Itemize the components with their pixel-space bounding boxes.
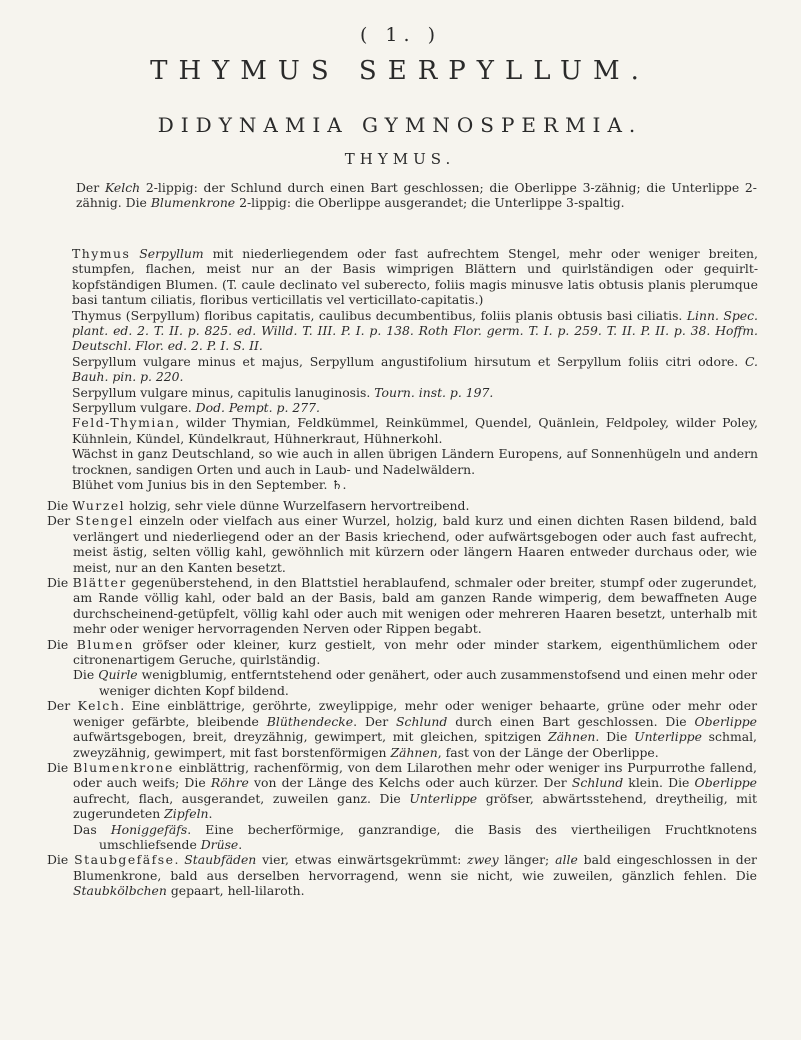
desc-wurzel: Die Wurzel holzig, sehr viele dünne Wurzelfasern hervortreibend. [47, 498, 470, 513]
linnaean-class: DIDYNAMIA GYMNOSPERMIA. [157, 113, 643, 137]
genus-desc-text-2: 2-lippig: die Oberlippe ausgerandet; die Unterlippe 3-spaltig. [235, 195, 625, 211]
desc-kelch: Der Kelch. Eine einblättrige, geröhrte, zweylippige, mehr oder weniger behaarte, grüne oder mehr oder weniger gefärbte, bleibende Blüthendecke. Der Schlund durch einen Bart geschlossen. Die Oberlippe aufwärtsgebogen, breit, dreyzähnig, gewimpert, mit gleichen, spitzigen Zähnen. Die Unterlippe schmal, zweyzähnig, gewimpert, mit fast borstenförmigen Zähnen, fast von der Länge der Oberlippe. [47, 698, 757, 760]
page-title: THYMUS SERPYLLUM. [150, 56, 650, 86]
species-diagnosis-text: mit niederliegendem oder fast aufrechtem Stengel, mehr oder weniger breiten, stumpfen, flachen, meist nur an der Basis wimprigen Blättern und quirlständigen oder gequirlt-kopfständigen Blumen. (T. caule declinato vel suberecto, foliis magis minusve latis obtusis planis plerumque basi tantum ciliatis, floribus verticillatis vel verticillato-capitatis.) [72, 246, 758, 308]
morphology [47, 498, 757, 899]
genus-desc-kelch: Kelch [104, 180, 141, 195]
species-block [72, 246, 758, 493]
desc-blumen: Die Blumen gröfser oder kleiner, kurz gestielt, von mehr oder minder starkem, eigenthümlichem oder citronenartigem Geruche, quirlständig. [47, 636, 757, 668]
desc-quirle: Die Quirle wenigblumig, entferntstehend oder genähert, oder auch zusammenstofsend und einen mehr oder weniger dichten Kopf bildend. [73, 667, 758, 698]
desc-krone: Die Blumenkrone einblättrig, rachenförmig, von dem Lilarothen mehr oder weniger ins Purpurrothe fallend, oder auch weifs; Die Röhre von der Länge des Kelchs oder auch kürzer. Der Schlund klein. Die Oberlippe aufrecht, flach, ausgerandet, zuweilen ganz. Die Unterlippe gröfser, abwärtsstehend, dreytheilig, mit zugerundeten Zipfeln. [47, 759, 758, 822]
desc-staub: Die Staubgefäfse. Staubfäden vier, etwas einwärtsgekrümmt: zwey länger; alle bald eingeschlossen in der Blumenkrone, bald aus derselben hervorragend, wenn sie nicht, wie zuweilen, gänzlich fehlen. Die Staubkölbchen gepaart, hell-lilaroth. [47, 852, 757, 899]
common-names: Feld-Thymian, wilder Thymian, Feldkümmel, Reinkümmel, Quendel, Quänlein, Feldpoley, wilder Poley, Kühnlein, Kündel, Kündelkraut, Hühnerkraut, Hühnerkohl. [72, 415, 758, 446]
desc-blaetter: Die Blätter gegenüberstehend, in den Blattstiel herablaufend, schmaler oder breiter, stumpf oder zugerundet, am Rande völlig kahl, oder bald an der Basis, bald am ganzen Rande wimperig, dem bewaffneten Auge durchscheinend-getüpfelt, völlig kahl oder auch mit wenigen oder mehreren Haaren besetzt, unterhalb mit mehr oder weniger hervorragenden Nerven oder Rippen begabt. [47, 575, 757, 637]
genus-desc-krone: Blumenkrone [150, 195, 236, 211]
genus-desc-lead: Der [76, 180, 100, 195]
desc-honig: Das Honiggefäfs. Eine becherförmige, ganzrandige, die Basis des viertheiligen Fruchtknotens umschliefsende Drüse. [73, 821, 757, 852]
genus-desc-text-1: 2-lippig: der Schlund durch einen Bart geschlossen; die Oberlippe 3-zähnig; die Unterlippe 2-zähnig. Die [76, 180, 757, 211]
synonym-1: Thymus (Serpyllum) floribus capitatis, caulibus decumbentibus, foliis planis obtusis basi ciliatis. Linn. Spec. plant. ed. 2. T. II. p. 825. ed. Willd. T. III. P. I. p. 138. Roth Flor. germ. T. I. p. 259. T. II. P. II. p. 38. Hoffm. Deutschl. Flor. ed. 2. P. I. S. II. [72, 307, 758, 354]
species-epithet: Serpyllum [139, 246, 204, 261]
species-diagnosis [72, 246, 758, 308]
synonym-3: Serpyllum vulgare minus, capitulis lanuginosis. Tourn. inst. p. 197. [72, 384, 494, 400]
flowering-time: Blühet vom Junius bis in den September. ♄. [72, 477, 347, 493]
genus-heading: THYMUS. [344, 150, 456, 168]
genus-description [47, 180, 757, 211]
habitat: Wächst in ganz Deutschland, so wie auch in allen übrigen Ländern Europens, auf Sonnenhügeln und andern trocknen, sandigen Orten und auch in Laub- und Nadelwäldern. [72, 446, 758, 477]
desc-stengel: Der Stengel einzeln oder vielfach aus einer Wurzel, holzig, bald kurz und einen dichten Rasen bildend, bald verlängert und niederliegend oder an der Basis kriechend, oder aufwärtsgebogen oder auch fast aufrecht, meist ästig, selten völlig kahl, gewöhnlich mit kürzern oder längern Haaren entweder durchaus oder, wie meist, nur an den Kanten besetzt. [47, 513, 757, 575]
species-genus: Thymus [72, 246, 131, 261]
synonym-2: Serpyllum vulgare minus et majus, Serpyllum angustifolium hirsutum et Serpyllum foliis citri odore. C. Bauh. pin. p. 220. [72, 353, 758, 385]
page-number: ( 1. ) [359, 24, 442, 46]
synonym-4: Serpyllum vulgare. Dod. Pempt. p. 277. [72, 400, 320, 416]
